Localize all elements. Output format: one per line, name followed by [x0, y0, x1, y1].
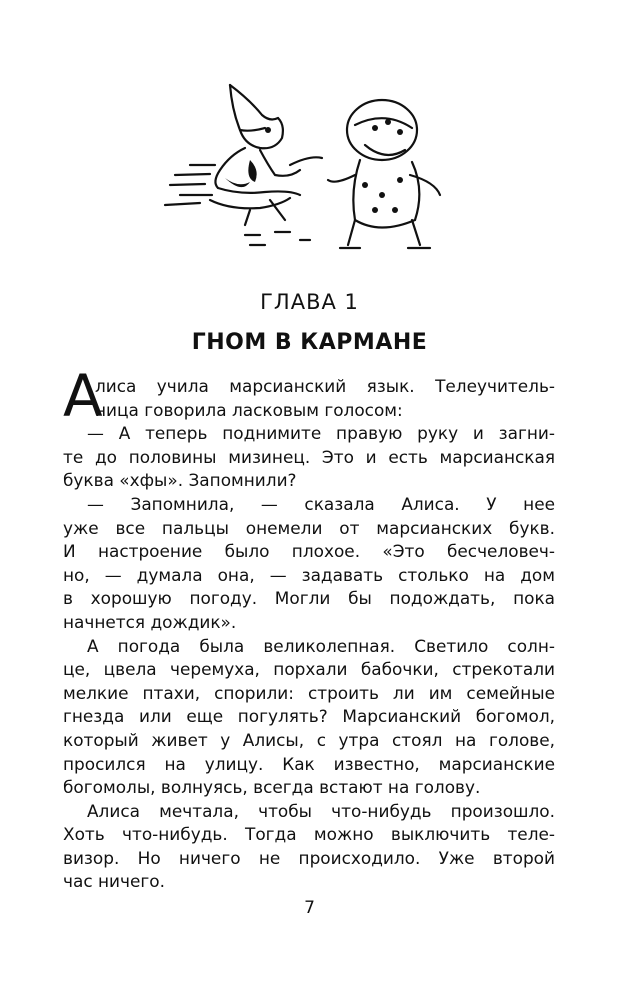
page-number: 7 — [304, 898, 315, 918]
text-line: в хорошую погоду. Могли бы подождать, пока — [63, 588, 555, 609]
text-line: визор. Но ничего не происходило. Уже второй — [63, 847, 555, 868]
text-line: Алиса мечтала, чтобы что-нибудь произошло. — [87, 800, 555, 821]
text-line: те до половины мизинец. Это и есть марсианская — [63, 446, 555, 467]
text-line: уже все пальцы онемели от марсианских букв. — [63, 517, 555, 538]
text-line: но, — думала она, — задавать столько на дом — [63, 564, 555, 585]
text-line: час ничего. — [63, 871, 165, 892]
text-line: А погода была великолепная. Светило солн- — [87, 635, 555, 656]
chapter-title: ГНОМ В КАРМАНЕ — [191, 330, 428, 355]
text-line: лиса учила марсианский язык. Телеучитель- — [95, 376, 555, 396]
gnome-and-girl-illustration — [150, 70, 460, 270]
chapter-number: ГЛАВА 1 — [260, 290, 359, 314]
drop-cap: А — [63, 362, 103, 430]
text-line: И настроение было плохое. «Это бесчеловеч- — [63, 541, 555, 562]
text-line: — Запомнила, — сказала Алиса. У нее — [87, 493, 555, 514]
text-line: просился на улицу. Как известно, марсианские — [63, 753, 555, 774]
body-text — [63, 375, 555, 894]
text-line: — А теперь поднимите правую руку и загни- — [87, 423, 555, 444]
text-line: который живет у Алисы, с утра стоял на голове, — [63, 729, 555, 750]
text-line: це, цвела черемуха, порхали бабочки, стрекотали — [63, 659, 555, 680]
text-line: буква «хфы». Запомнили? — [63, 470, 297, 491]
text-line: богомолы, волнуясь, всегда встают на голову. — [63, 777, 481, 798]
text-line: Хоть что-нибудь. Тогда можно выключить теле- — [63, 824, 555, 845]
text-line: гнезда или еще погулять? Марсианский богомол, — [63, 706, 555, 727]
text-line: начнется дождик». — [63, 611, 237, 632]
text-line: мелкие птахи, спорили: строить ли им семейные — [63, 682, 555, 703]
text-line: ница говорила ласковым голосом: — [95, 399, 403, 420]
